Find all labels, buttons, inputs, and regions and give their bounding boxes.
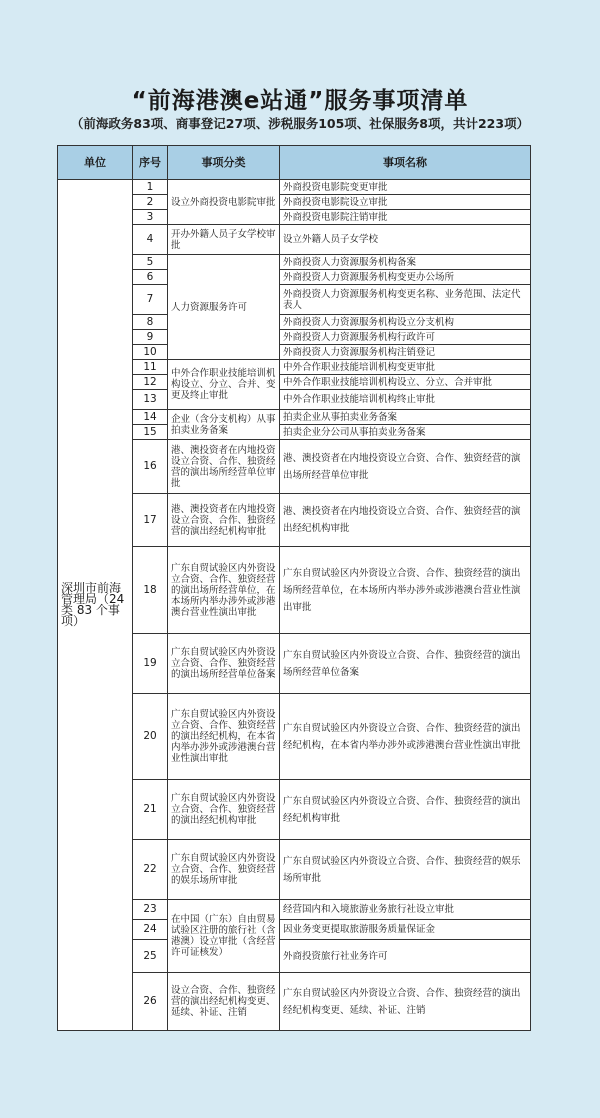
item-name: 广东自贸试验区内外资设立合资、合作、独资经营的演出经纪机构变更、延续、补证、注销 <box>280 973 531 1031</box>
item-name: 外商投资人力资源服务机构行政许可 <box>280 330 531 345</box>
item-name: 经营国内和入境旅游业务旅行社设立审批 <box>280 900 531 920</box>
row-number: 2 <box>133 195 168 210</box>
row-number: 10 <box>133 345 168 360</box>
row-number: 21 <box>133 780 168 840</box>
category-cell: 广东自贸试验区内外资设立合资、合作、独资经营的娱乐场所审批 <box>168 840 280 900</box>
row-number: 6 <box>133 270 168 285</box>
col-header-unit: 单位 <box>58 146 133 180</box>
category-cell: 港、澳投资者在内地投资设立合资、合作、独资经营的演出经纪机构审批 <box>168 494 280 547</box>
item-name: 中外合作职业技能培训机构变更审批 <box>280 360 531 375</box>
item-name: 广东自贸试验区内外资设立合资、合作、独资经营的娱乐场所审批 <box>280 840 531 900</box>
category-cell: 广东自贸试验区内外资设立合资、合作、独资经营的演出场所经营单位，在本场所内举办涉外或涉港澳台营业性演出审批 <box>168 547 280 634</box>
row-number: 14 <box>133 410 168 425</box>
item-name: 外商投资人力资源服务机构注销登记 <box>280 345 531 360</box>
category-cell: 开办外籍人员子女学校审批 <box>168 225 280 255</box>
row-number: 7 <box>133 285 168 315</box>
service-table <box>57 145 531 1031</box>
page-subtitle: （前海政务83项、商事登记27项、涉税服务105项、社保服务8项，共计223项） <box>70 116 530 131</box>
row-number: 24 <box>133 920 168 940</box>
category-cell: 设立外商投资电影院审批 <box>168 180 280 225</box>
item-name: 外商投资电影院注销审批 <box>280 210 531 225</box>
row-number: 19 <box>133 634 168 694</box>
item-name: 外商投资人力资源服务机构备案 <box>280 255 531 270</box>
category-cell: 广东自贸试验区内外资设立合资、合作、独资经营的演出场所经营单位备案 <box>168 634 280 694</box>
row-number: 15 <box>133 425 168 440</box>
row-number: 8 <box>133 315 168 330</box>
category-cell: 设立合资、合作、独资经营的演出经纪机构变更、延续、补证、注销 <box>168 973 280 1031</box>
item-name: 港、澳投资者在内地投资设立合资、合作、独资经营的演出经纪机构审批 <box>280 494 531 547</box>
row-number: 18 <box>133 547 168 634</box>
row-number: 4 <box>133 225 168 255</box>
category-cell: 企业（含分支机构）从事拍卖业务备案 <box>168 410 280 440</box>
item-name: 外商投资人力资源服务机构变更名称、业务范围、法定代表人 <box>280 285 531 315</box>
row-number: 16 <box>133 440 168 494</box>
row-number: 20 <box>133 694 168 780</box>
category-cell: 中外合作职业技能培训机构设立、分立、合并、变更及终止审批 <box>168 360 280 410</box>
col-header-number: 序号 <box>133 146 168 180</box>
row-number: 22 <box>133 840 168 900</box>
unit-cell: 深圳市前海管理局（24类 83 个事项） <box>58 180 133 1031</box>
item-name: 因业务变更提取旅游服务质量保证金 <box>280 920 531 940</box>
row-number: 9 <box>133 330 168 345</box>
item-name: 设立外籍人员子女学校 <box>280 225 531 255</box>
category-cell: 广东自贸试验区内外资设立合资、合作、独资经营的演出经纪机构审批 <box>168 780 280 840</box>
row-number: 12 <box>133 375 168 390</box>
row-number: 23 <box>133 900 168 920</box>
page-title: “前海港澳e站通”服务事项清单 <box>131 88 469 114</box>
row-number: 26 <box>133 973 168 1031</box>
col-header-item-name: 事项名称 <box>280 146 531 180</box>
row-number: 1 <box>133 180 168 195</box>
category-cell: 在中国（广东）自由贸易试验区注册的旅行社（含港澳）设立审批（含经营许可证核发） <box>168 900 280 973</box>
item-name: 外商投资人力资源服务机构设立分支机构 <box>280 315 531 330</box>
item-name: 中外合作职业技能培训机构设立、分立、合并审批 <box>280 375 531 390</box>
item-name: 外商投资人力资源服务机构变更办公场所 <box>280 270 531 285</box>
item-name: 拍卖企业分公司从事拍卖业务备案 <box>280 425 531 440</box>
row-number: 5 <box>133 255 168 270</box>
row-number: 11 <box>133 360 168 375</box>
col-header-category: 事项分类 <box>168 146 280 180</box>
row-number: 3 <box>133 210 168 225</box>
item-name: 外商投资旅行社业务许可 <box>280 940 531 973</box>
item-name: 广东自贸试验区内外资设立合资、合作、独资经营的演出场所经营单位，在本场所内举办涉外或涉港澳台营业性演出审批 <box>280 547 531 634</box>
item-name: 中外合作职业技能培训机构终止审批 <box>280 390 531 410</box>
item-name: 外商投资电影院变更审批 <box>280 180 531 195</box>
table-row <box>58 180 531 195</box>
item-name: 外商投资电影院设立审批 <box>280 195 531 210</box>
table-header-row <box>58 146 531 180</box>
category-cell: 港、澳投资者在内地投资设立合资、合作、独资经营的演出场所经营单位审批 <box>168 440 280 494</box>
row-number: 25 <box>133 940 168 973</box>
item-name: 广东自贸试验区内外资设立合资、合作、独资经营的演出经纪机构，在本省内举办涉外或涉港澳台营业性演出审批 <box>280 694 531 780</box>
row-number: 13 <box>133 390 168 410</box>
row-number: 17 <box>133 494 168 547</box>
item-name: 广东自贸试验区内外资设立合资、合作、独资经营的演出经纪机构审批 <box>280 780 531 840</box>
category-cell: 人力资源服务许可 <box>168 255 280 360</box>
item-name: 拍卖企业从事拍卖业务备案 <box>280 410 531 425</box>
category-cell: 广东自贸试验区内外资设立合资、合作、独资经营的演出经纪机构，在本省内举办涉外或涉港澳台营业性演出审批 <box>168 694 280 780</box>
item-name: 广东自贸试验区内外资设立合资、合作、独资经营的演出场所经营单位备案 <box>280 634 531 694</box>
item-name: 港、澳投资者在内地投资设立合资、合作、独资经营的演出场所经营单位审批 <box>280 440 531 494</box>
